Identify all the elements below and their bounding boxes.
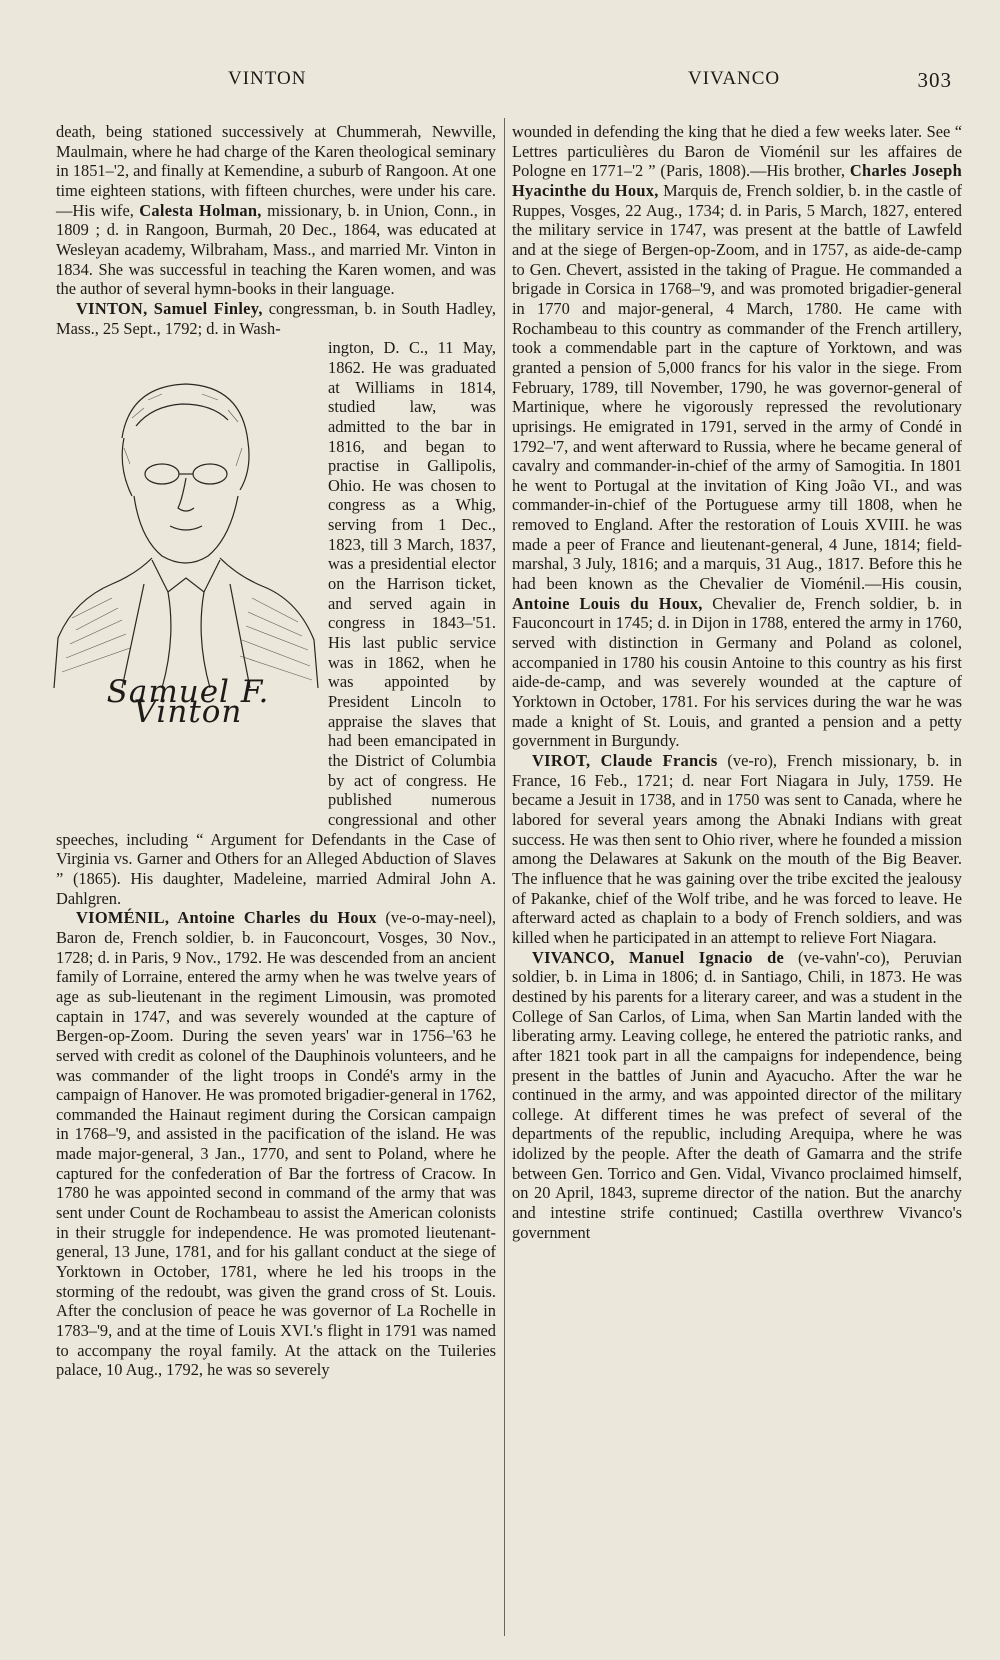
- paragraph-vinton-samuel-body: ington, D. C., 11 May, 1862. He was graduated at Williams in 1814, studied law, was admitted to the bar in 1816, and began to practise in Gallipolis, Ohio. He was chosen to congress as a Whig, serving from 1 Dec., 1823, till 3 March, 1837, was a presidential elector on the Harrison ticket, and served again in congress in 1843–'51. His last public service was in 1862, when he was appointed by President Lincoln to appraise the slaves that had been emancipated in the District of Columbia by act of congress. He published numerous congressional and other speeches, including “ Argument for Defendants in the Case of Virginia vs. Garner and Others for an Alleged Abduction of Slaves ” (1865). His daughter, Madeleine, married Admiral John A. Dahlgren.: [56, 338, 496, 908]
- page-number: 303: [917, 68, 952, 92]
- portrait-figure: [52, 338, 320, 818]
- running-head-center: VIVANCO: [688, 68, 781, 89]
- running-head-left: VINTON: [228, 68, 307, 89]
- left-column: [56, 122, 496, 1380]
- entry-name: VINTON, Samuel Finley,: [76, 298, 263, 318]
- right-column: [512, 122, 962, 1242]
- entry-name: Antoine Louis du Houx,: [512, 593, 703, 613]
- entry-viomenil-antoine: VIOMÉNIL, Antoine Charles du Houx (ve-o-may-neel), Baron de, French soldier, b. in Fauconcourt, Vosges, 30 Nov., 1728; d. in Paris, 9 Nov., 1792. He was descended from an ancient family of Lorraine, entered the army when he was twelve years of age as sub-lieutenant in the regiment Limousin, was promoted captain in 1747, and was severely wounded at the capture of Bergen-op-Zoom. During the seven years' war in 1756–'63 he served with credit as colonel of the Dauphinois volunteers, and he was commander of the light troops in Condé's army in the campaign of Hanover. He was promoted brigadier-general in 1762, commanded the Hainaut regiment during the Corsican campaign in 1768–'9, and assisted in the pacification of the island. He was made major-general, 3 Jan., 1770, and sent to Poland, where he captured for the confederation of Bar the fortress of Cracow. In 1780 he was appointed second in command of the army that was sent under Count de Rochambeau to assist the American colonists in their struggle for independence. He was promoted lieutenant-general, 13 June, 1781, and for his gallant conduct at the siege of Yorktown in October, 1781, where he led his troops in the storming of the redoubt, was given the grand cross of St. Louis. After the conclusion of peace he was governor of La Rochelle in 1783–'9, and at the time of Louis XVI.'s flight in 1791 was named to accompany the royal family. At the attack on the Tuileries palace, 10 Aug., 1792, he was so severely: [56, 908, 496, 1380]
- signature: Samuel F. Vinton: [106, 674, 270, 730]
- paragraph-viomenil-continued: wounded in defending the king that he died a few weeks later. See “ Lettres particulières du Baron de Vioménil sur les affaires de Pologne en 1771–'2 ” (Paris, 1808).—His brother, Charles Joseph Hyacinthe du Houx, Marquis de, French soldier, b. in the castle of Ruppes, Vosges, 22 Aug., 1734; d. in Paris, 5 March, 1827, entered the military service in 1747, was present at the battle of Lawfeld and at the siege of Bergen-op-Zoom, and in 1757, as aide-de-camp to Gen. Chevert, assisted in the taking of Prague. He commanded a brigade in Corsica in 1768–'9, and was promoted brigadier-general in 1770 and major-general, 4 March, 1780. He came with Rochambeau to this country as commander of the French artillery, took a commendable part in the capture of Yorktown, and was granted a pension of 5,000 francs for his valor in the siege. From February, 1789, till November, 1790, he was governor-general of Martinique, where he vigorously repressed the revolutionary uprisings. He emigrated in 1791, served in the army of Condé in 1792–'7, and went afterward to Russia, where he became general of cavalry and commander-in-chief of the army of Samogitia. In 1801 he went to Portugal at the invitation of King João VI., and was commander-in-chief of the Portuguese army till 1808, when he removed to England. After the restoration of Louis XVIII. he was made a peer of France and lieutenant-general, 4 June, 1814; field-marshal, 3 July, 1816; and a marquis, 31 Aug., 1817. Before this he had been known as the Chevalier de Vioménil.—His cousin, Antoine Louis du Houx, Chevalier de, French soldier, b. in Fauconcourt in 1745; d. in Dijon in 1788, entered the army in 1760, served with distinction in Germany and Poland as colonel, accompanied in 1780 his cousin Antoine to this country as his first aide-de-camp, and was severely wounded at the capture of Yorktown in October, 1781. For his services during the war he was made a knight of St. Louis, and granted a pension and a petty government in Burgundy.: [512, 122, 962, 751]
- column-rule: [504, 118, 505, 1636]
- paragraph-vinton-continued: death, being stationed successively at Chummerah, Newville, Maulmain, where he had charge of the Karen theological seminary in 1851–'2, and finally at Kemendine, a suburb of Rangoon. At one time eighteen stations, with fifteen churches, were under his care.—His wife, Calesta Holman, missionary, b. in Union, Conn., in 1809 ; d. in Rangoon, Burmah, 20 Dec., 1864, was educated at Wesleyan academy, Wilbraham, Mass., and married Mr. Vinton in 1834. She was successful in teaching the Karen women, and was the author of several hymn-books in their language.: [56, 122, 496, 299]
- entry-virot: VIROT, Claude Francis (ve-ro), French missionary, b. in France, 16 Feb., 1721; d. near Fort Niagara in July, 1759. He became a Jesuit in 1738, and in 1750 was sent to Canada, where he labored for several years among the Abnaki Indians with great success. He was then sent to Ohio river, where he founded a mission among the Delawares at Sakunk on the mouth of the Big Beaver. The influence that he was gaining over the tribe excited the jealousy of Pakanke, chief of the Wolf tribe, and he was forced to leave. He afterward acted as chaplain to a body of French soldiers, and was killed when he participated in an attempt to relieve Fort Niagara.: [512, 751, 962, 947]
- entry-name: Charles Joseph Hyacinthe du Houx,: [512, 161, 962, 200]
- entry-vinton-samuel: VINTON, Samuel Finley, congressman, b. in South Hadley, Mass., 25 Sept., 1792; d. in Wash-: [56, 298, 496, 338]
- entry-vivanco: VIVANCO, Manuel Ignacio de (ve-vahn'-co), Peruvian soldier, b. in Lima in 1806; d. in Santiago, Chili, in 1873. He was destined by his parents for a literary career, and was a student in the College of San Carlos, of Lima, when San Martin landed with the liberating army. Leaving college, he entered the patriotic ranks, and after 1821 took part in all the campaigns for independence, being present in the battles of Junin and Ayacucho. After the war he continued in the army, and was appointed director of the military college. At different times he was prefect of several of the departments of the republic, including Arequipa, where he was idolized by the people. After the death of Gamarra and the strife between Gen. Torrico and Gen. Vidal, Vivanco proclaimed himself, on 20 April, 1843, supreme director of the nation. But the anarchy and intestine strife continued; Castilla overthrew Vivanco's government: [512, 947, 962, 1242]
- entry-name: Calesta Holman,: [139, 200, 262, 220]
- entry-name: VIOMÉNIL, Antoine Charles du Houx: [76, 908, 377, 928]
- entry-name: VIROT, Claude Francis: [532, 751, 718, 770]
- portrait-engraving-icon: [52, 378, 320, 688]
- entry-name: VIVANCO, Manuel Ignacio de: [532, 947, 785, 967]
